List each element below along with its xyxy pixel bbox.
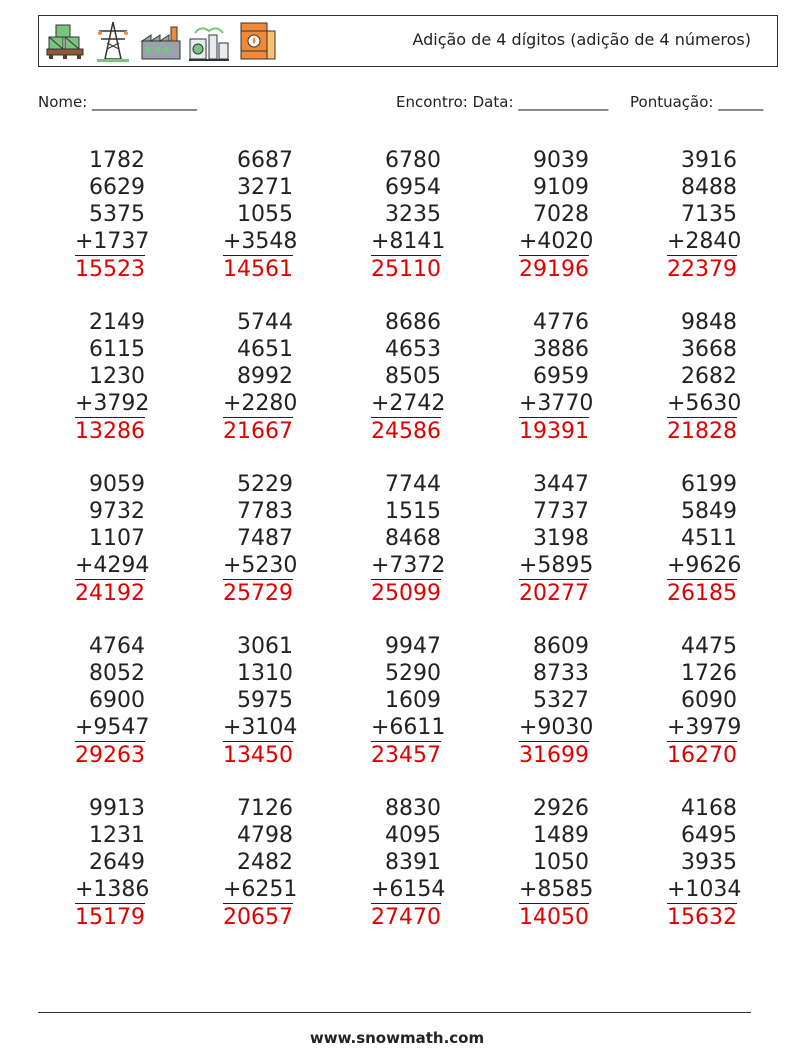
- sum-answer: 21667: [223, 419, 293, 444]
- addend: 6199: [681, 472, 737, 497]
- sum-answer: 26185: [667, 581, 737, 606]
- addend-with-plus: +6251: [223, 877, 298, 902]
- addend: 2926: [533, 796, 589, 821]
- addend-with-plus: +3104: [223, 715, 298, 740]
- addend: 8391: [385, 850, 441, 875]
- sum-answer: 25099: [371, 581, 441, 606]
- addend: 9059: [89, 472, 145, 497]
- addend-with-plus: +9030: [519, 715, 594, 740]
- name-field-label: Nome: ______________: [38, 93, 198, 111]
- addition-problem: [37, 309, 150, 445]
- addend: 5229: [237, 472, 293, 497]
- addend: 4798: [237, 823, 293, 848]
- addend: 1107: [89, 526, 145, 551]
- date-field-label: Encontro: Data: ____________: [396, 93, 609, 111]
- addition-problem: [37, 633, 150, 769]
- power-tower-icon: [91, 19, 135, 63]
- addend: 1609: [385, 688, 441, 713]
- addend: 7744: [385, 472, 441, 497]
- addition-problem: [185, 147, 298, 283]
- addend: 7487: [237, 526, 293, 551]
- addend: 1050: [533, 850, 589, 875]
- addend-with-plus: +8141: [371, 229, 446, 254]
- addend: 5290: [385, 661, 441, 686]
- sum-answer: 21828: [667, 419, 737, 444]
- addend-with-plus: +5630: [667, 391, 742, 416]
- addend: 1489: [533, 823, 589, 848]
- addend: 9109: [533, 175, 589, 200]
- oil-barrel-icon: [235, 19, 279, 63]
- pallet-boxes-icon: [43, 19, 87, 63]
- addend: 4764: [89, 634, 145, 659]
- addend: 9947: [385, 634, 441, 659]
- sum-answer: 20277: [519, 581, 589, 606]
- addend: 3886: [533, 337, 589, 362]
- addition-problem: [333, 147, 446, 283]
- addend: 8505: [385, 364, 441, 389]
- addend: 6900: [89, 688, 145, 713]
- addend: 3935: [681, 850, 737, 875]
- addend: 6959: [533, 364, 589, 389]
- addition-problem: [185, 795, 298, 931]
- addition-problem: [629, 147, 742, 283]
- sum-answer: 19391: [519, 419, 589, 444]
- addend: 3235: [385, 202, 441, 227]
- addend: 8488: [681, 175, 737, 200]
- addend-with-plus: +3548: [223, 229, 298, 254]
- addend: 2682: [681, 364, 737, 389]
- addend-with-plus: +7372: [371, 553, 446, 578]
- addend: 7135: [681, 202, 737, 227]
- addend-with-plus: +9626: [667, 553, 742, 578]
- sum-answer: 15523: [75, 257, 145, 282]
- solar-plant-icon: [187, 19, 231, 63]
- sum-answer: 25729: [223, 581, 293, 606]
- addend: 1515: [385, 499, 441, 524]
- addend: 7028: [533, 202, 589, 227]
- addend: 5327: [533, 688, 589, 713]
- sum-answer: 20657: [223, 905, 293, 930]
- addend: 6629: [89, 175, 145, 200]
- addend: 4776: [533, 310, 589, 335]
- addition-problem: [37, 795, 150, 931]
- addition-problem: [185, 471, 298, 607]
- addend: 5975: [237, 688, 293, 713]
- addend: 6687: [237, 148, 293, 173]
- sum-answer: 22379: [667, 257, 737, 282]
- sum-answer: 24586: [371, 419, 441, 444]
- addend: 5744: [237, 310, 293, 335]
- addend: 6780: [385, 148, 441, 173]
- addend: 3198: [533, 526, 589, 551]
- addend: 4651: [237, 337, 293, 362]
- addend: 1231: [89, 823, 145, 848]
- addend: 4653: [385, 337, 441, 362]
- logo-icons: [43, 19, 279, 63]
- addend-with-plus: +5230: [223, 553, 298, 578]
- addend-with-plus: +2742: [371, 391, 446, 416]
- sum-answer: 16270: [667, 743, 737, 768]
- addition-problem: [481, 471, 594, 607]
- sum-answer: 14561: [223, 257, 293, 282]
- addition-problem: [333, 471, 446, 607]
- addend-with-plus: +5895: [519, 553, 594, 578]
- addend: 8609: [533, 634, 589, 659]
- addend-with-plus: +6611: [371, 715, 446, 740]
- addend: 2149: [89, 310, 145, 335]
- addend: 3061: [237, 634, 293, 659]
- addend: 8830: [385, 796, 441, 821]
- addend: 2482: [237, 850, 293, 875]
- addend: 4475: [681, 634, 737, 659]
- addition-problem: [629, 633, 742, 769]
- addend: 8052: [89, 661, 145, 686]
- addend: 4511: [681, 526, 737, 551]
- addend: 8468: [385, 526, 441, 551]
- footer-url: www.snowmath.com: [309, 1029, 485, 1047]
- score-field-label: Pontuação: ______: [630, 93, 764, 111]
- addend-with-plus: +3979: [667, 715, 742, 740]
- addend: 7126: [237, 796, 293, 821]
- addition-problem: [185, 309, 298, 445]
- addend: 9848: [681, 310, 737, 335]
- sum-answer: 23457: [371, 743, 441, 768]
- sum-answer: 13450: [223, 743, 293, 768]
- addend: 6090: [681, 688, 737, 713]
- sum-answer: 31699: [519, 743, 589, 768]
- sum-answer: 27470: [371, 905, 441, 930]
- addend: 6495: [681, 823, 737, 848]
- addition-problem: [481, 795, 594, 931]
- addend: 6954: [385, 175, 441, 200]
- addend-with-plus: +2840: [667, 229, 742, 254]
- sum-answer: 13286: [75, 419, 145, 444]
- addition-problem: [333, 633, 446, 769]
- addend: 1726: [681, 661, 737, 686]
- worksheet-title: Adição de 4 dígitos (adição de 4 números): [412, 30, 751, 49]
- addend: 9913: [89, 796, 145, 821]
- addition-problem: [481, 309, 594, 445]
- addend-with-plus: +4020: [519, 229, 594, 254]
- addend: 4095: [385, 823, 441, 848]
- sum-answer: 15632: [667, 905, 737, 930]
- addition-problem: [629, 309, 742, 445]
- addend: 2649: [89, 850, 145, 875]
- addend-with-plus: +6154: [371, 877, 446, 902]
- addend: 4168: [681, 796, 737, 821]
- addend: 7783: [237, 499, 293, 524]
- addend: 1055: [237, 202, 293, 227]
- addend-with-plus: +3770: [519, 391, 594, 416]
- sum-answer: 29196: [519, 257, 589, 282]
- addend: 8733: [533, 661, 589, 686]
- addend: 3668: [681, 337, 737, 362]
- addend-with-plus: +1034: [667, 877, 742, 902]
- addend: 6115: [89, 337, 145, 362]
- addend: 5849: [681, 499, 737, 524]
- worksheet-header: [38, 15, 778, 67]
- addition-problem: [629, 795, 742, 931]
- addend: 7737: [533, 499, 589, 524]
- addend: 8686: [385, 310, 441, 335]
- sum-answer: 15179: [75, 905, 145, 930]
- factory-icon: [139, 19, 183, 63]
- addition-problem: [481, 147, 594, 283]
- sum-answer: 24192: [75, 581, 145, 606]
- addend: 9039: [533, 148, 589, 173]
- addend: 9732: [89, 499, 145, 524]
- addend: 1230: [89, 364, 145, 389]
- addition-problem: [333, 309, 446, 445]
- sum-answer: 14050: [519, 905, 589, 930]
- sum-answer: 29263: [75, 743, 145, 768]
- addend: 1782: [89, 148, 145, 173]
- addend: 8992: [237, 364, 293, 389]
- addend-with-plus: +8585: [519, 877, 594, 902]
- addend: 5375: [89, 202, 145, 227]
- addition-problem: [185, 633, 298, 769]
- sum-answer: 25110: [371, 257, 441, 282]
- addend: 3916: [681, 148, 737, 173]
- addend-with-plus: +3792: [75, 391, 150, 416]
- addend-with-plus: +4294: [75, 553, 150, 578]
- addition-problem: [629, 471, 742, 607]
- addition-problem: [333, 795, 446, 931]
- addend: 1310: [237, 661, 293, 686]
- addition-problem: [481, 633, 594, 769]
- addend: 3447: [533, 472, 589, 497]
- addend-with-plus: +9547: [75, 715, 150, 740]
- addend-with-plus: +2280: [223, 391, 298, 416]
- addition-problem: [37, 471, 150, 607]
- addend: 3271: [237, 175, 293, 200]
- footer-divider: [38, 1012, 751, 1013]
- addend-with-plus: +1386: [75, 877, 150, 902]
- addend-with-plus: +1737: [75, 229, 150, 254]
- addition-problem: [37, 147, 150, 283]
